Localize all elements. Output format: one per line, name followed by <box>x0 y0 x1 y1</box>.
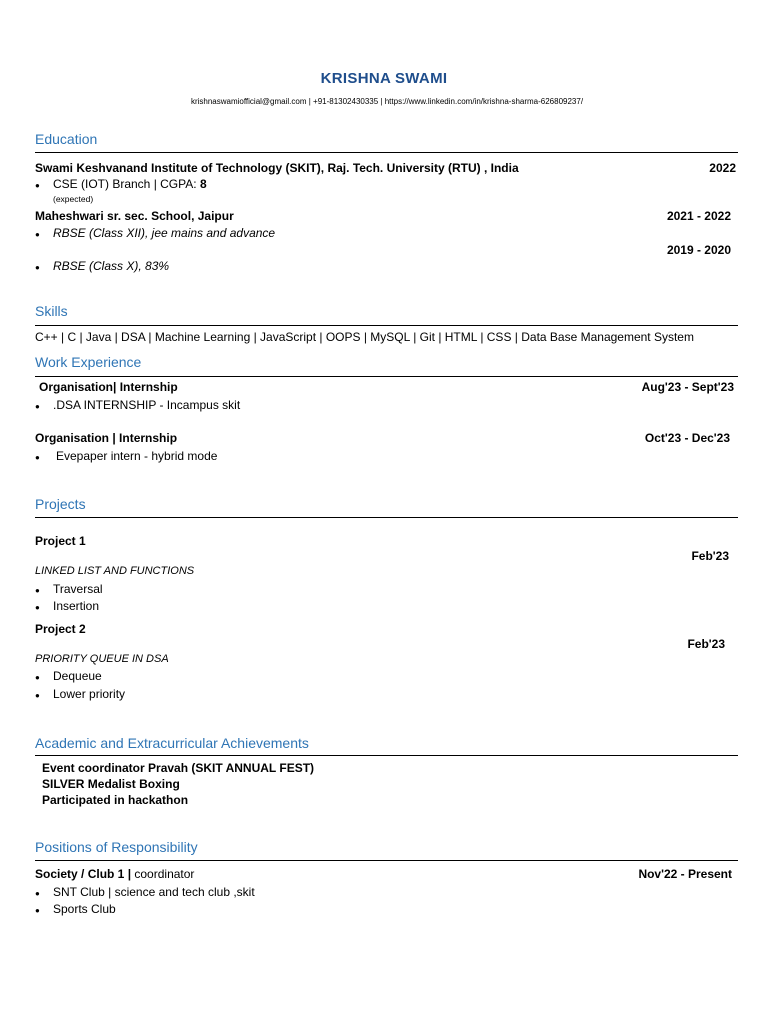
education-bullet-text: CSE (IOT) Branch | CGPA: <box>53 177 200 191</box>
bullet-icon: ● <box>35 673 40 682</box>
project-bullet-text: Insertion <box>53 599 100 613</box>
project-bullet <box>35 669 102 683</box>
education-institution-1: Swami Keshvanand Institute of Technology (SKIT), Raj. Tech. University (RTU) , India <box>35 161 519 175</box>
education-bullet-2 <box>35 226 275 240</box>
cgpa-value: 8 <box>199 177 207 191</box>
achievement-item: SILVER Medalist Boxing <box>42 777 180 791</box>
project-subtitle-1: LINKED LIST AND FUNCTIONS <box>35 565 195 577</box>
education-year-3: 2019 - 2020 <box>666 243 731 257</box>
project-title-1: Project 1 <box>35 534 86 548</box>
education-bullet-text: RBSE (Class XII), jee mains and advance <box>53 226 276 240</box>
positions-divider <box>35 860 738 861</box>
bullet-icon: ● <box>35 453 40 462</box>
position-start: Nov'22 <box>638 867 678 881</box>
work-title-1: Organisation| Internship <box>39 380 178 394</box>
skills-list: C++ | C | Java | DSA | Machine Learning | JavaScript | OOPS | MySQL | Git | HTML | CSS | Data Base Management System <box>35 330 694 344</box>
project-bullet-text: Dequeue <box>53 669 102 683</box>
bullet-icon: ● <box>35 691 40 700</box>
bullet-icon: ● <box>35 181 40 190</box>
education-bullet-3 <box>35 259 169 273</box>
projects-divider <box>35 517 738 518</box>
education-divider <box>35 152 738 153</box>
work-title-2: Organisation | Internship <box>35 431 178 445</box>
bullet-icon: ● <box>35 402 40 411</box>
skills-divider <box>35 325 738 326</box>
bullet-icon: ● <box>35 603 40 612</box>
work-heading: Work Experience <box>35 354 142 370</box>
education-year-2: 2021 - 2022 <box>666 209 731 223</box>
project-date-1: Feb'23 <box>691 549 729 563</box>
project-bullet-text: Lower priority <box>53 687 126 701</box>
projects-heading: Projects <box>35 496 86 512</box>
achievements-heading: Academic and Extracurricular Achievements <box>35 735 309 751</box>
education-institution-2: Maheshwari sr. sec. School, Jaipur <box>35 209 234 223</box>
work-dates-1: Aug'23 - Sept'23 <box>641 380 734 394</box>
position-bullet <box>35 902 116 916</box>
position-bullet <box>35 885 255 899</box>
project-subtitle-2: PRIORITY QUEUE IN DSA <box>35 653 169 665</box>
achievement-item: Participated in hackathon <box>42 793 189 807</box>
achievements-divider <box>35 755 738 756</box>
project-bullet <box>35 582 103 596</box>
education-bullet-text: RBSE (Class X), 83% <box>53 259 170 273</box>
project-title-2: Project 2 <box>35 622 86 636</box>
bullet-icon: ● <box>35 586 40 595</box>
contact-line: krishnaswamiofficial@gmail.com | +91-81302430335 | https://www.linkedin.com/in/krishna-sharma-626809237/ <box>190 97 584 106</box>
work-bullet-text: .DSA INTERNSHIP - Incampus skit <box>53 398 241 412</box>
bullet-icon: ● <box>35 889 40 898</box>
position-org: Society / Club 1 | <box>35 867 132 881</box>
education-note: (expected) <box>53 194 94 204</box>
position-end: - Present <box>677 867 732 881</box>
positions-heading: Positions of Responsibility <box>35 839 198 855</box>
project-bullet <box>35 599 99 613</box>
work-dates-2: Oct'23 - Dec'23 <box>644 431 730 445</box>
work-bullet-text: Evepaper intern - hybrid mode <box>56 449 218 463</box>
position-title <box>35 867 194 881</box>
project-date-2: Feb'23 <box>687 637 725 651</box>
project-bullet-text: Traversal <box>53 582 103 596</box>
education-heading: Education <box>35 131 98 147</box>
position-bullet-text: SNT Club | science and tech club ,skit <box>53 885 255 899</box>
achievement-item: Event coordinator Pravah (SKIT ANNUAL FEST) <box>42 761 315 775</box>
resume-name: KRISHNA SWAMI <box>320 70 448 87</box>
work-bullet-2 <box>35 449 217 463</box>
work-bullet-1 <box>35 398 240 412</box>
bullet-icon: ● <box>35 263 40 272</box>
position-bullet-text: Sports Club <box>53 902 116 916</box>
project-bullet <box>35 687 125 701</box>
education-bullet-1 <box>35 177 207 191</box>
bullet-icon: ● <box>35 906 40 915</box>
education-year-1: 2022 <box>709 161 736 175</box>
work-divider <box>35 376 738 377</box>
bullet-icon: ● <box>35 230 40 239</box>
skills-heading: Skills <box>35 303 68 319</box>
position-role: coordinator <box>131 867 195 881</box>
position-dates <box>638 867 732 881</box>
